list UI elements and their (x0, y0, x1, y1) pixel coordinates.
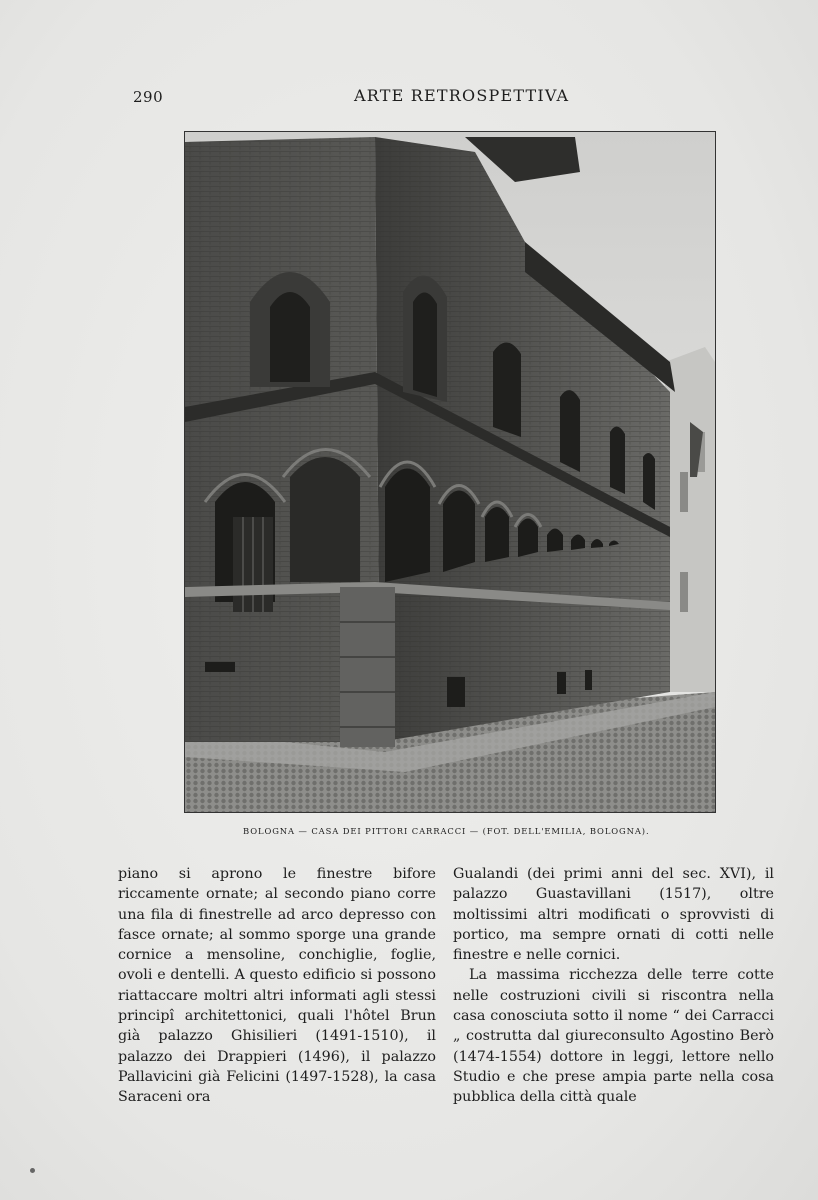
right-text-column (453, 864, 774, 1108)
figure-caption: BOLOGNA — CASA DEI PITTORI CARRACCI — (FOT. DELL'EMILIA, BOLOGNA). (243, 826, 650, 836)
paper-speck (30, 1168, 35, 1173)
running-title: ARTE RETROSPETTIVA (354, 86, 570, 105)
left-paragraph: piano si aprono le finestre bifore riccamente ornate; al secondo piano corre una fila di finestrelle ad arco depresso con fasce ornate; al sommo sporge una grande cornice a mensoline, conchiglie, foglie, ovoli e dentelli. A questo edificio si possono riattaccare moltri altri informati agli stessi principî architettonici, quali l'hôtel Brun già palazzo Ghisilieri (1491-1510), il palazzo dei Drappieri (1496), il palazzo Pallavicini già Felicini (1497-1528), la casa Saraceni ora (118, 866, 436, 1106)
right-paragraph-1: Gualandi (dei primi anni del sec. XVI), il palazzo Guastavillani (1517), oltre moltissimi altri modificati o sprovvisti di portico, ma sempre ornati di cotti nelle finestre e nelle cornici. (453, 866, 774, 964)
page-number: 290 (133, 88, 164, 106)
right-paragraph-2: La massima ricchezza delle terre cotte nelle costruzioni civili si riscontra nella casa conosciuta sotto il nome “ dei Carracci „ costrutta dal giureconsulto Agostino Berò (1474-1554) dottore in leggi, lettore nello Studio e che prese ampia parte nella cosa pubblica della città quale (453, 967, 774, 1106)
building-photograph (184, 131, 716, 813)
left-text-column (118, 864, 436, 1108)
